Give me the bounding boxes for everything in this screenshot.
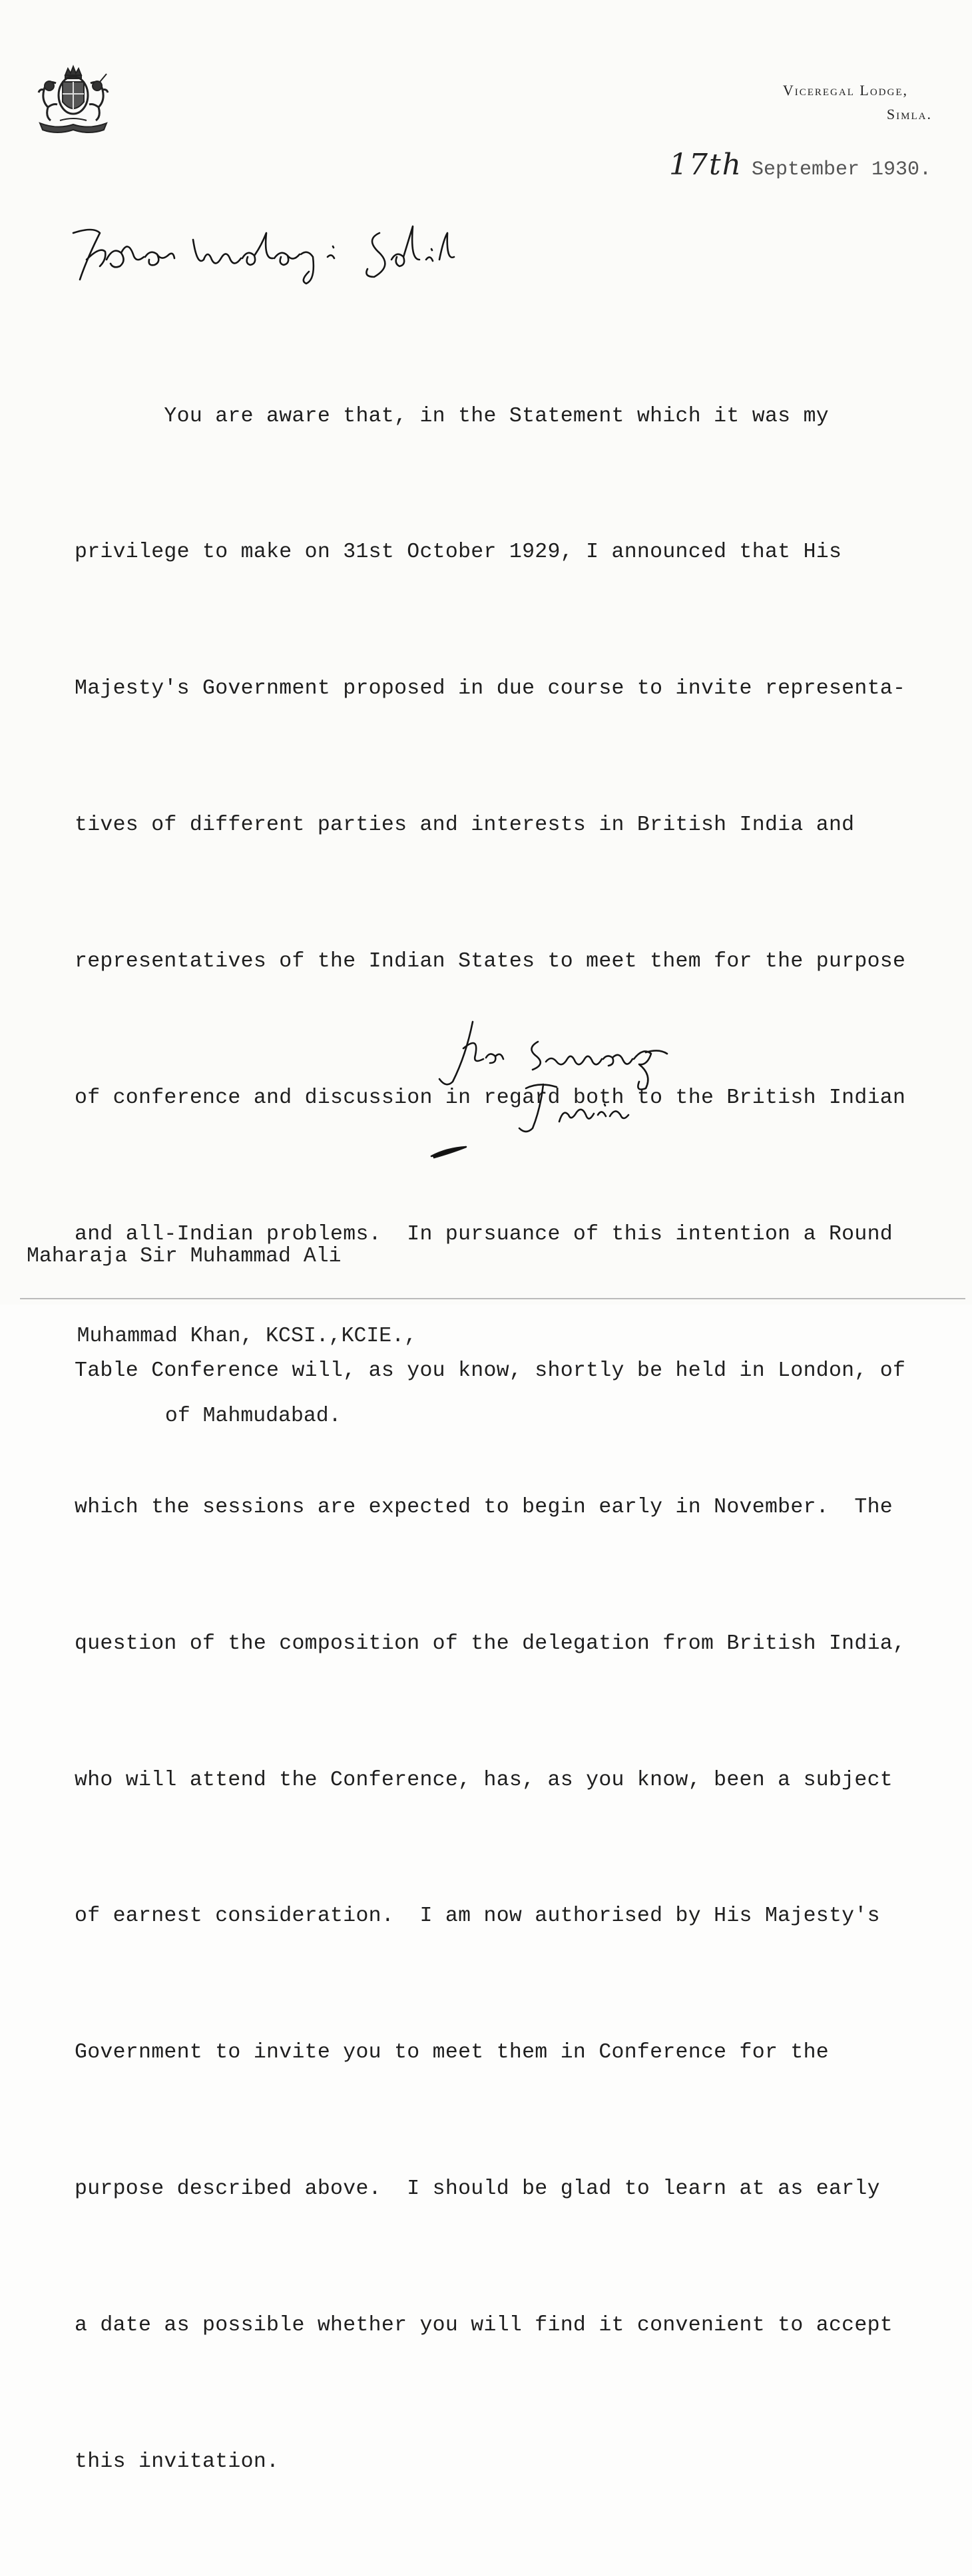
- recipient-line: of Mahmudabad.: [27, 1404, 342, 1428]
- handwritten-salutation: [67, 220, 479, 293]
- body-line: privilege to make on 31st October 1929, I announced that His: [75, 540, 842, 564]
- body-line: which the sessions are expected to begin early in November. The: [75, 1495, 893, 1519]
- recipient-address: [27, 1190, 417, 1483]
- body-line: You are aware that, in the Statement which it was my: [75, 404, 829, 428]
- body-line: representatives of the Indian States to meet them for the purpose: [75, 950, 906, 974]
- body-line: and all-Indian problems. In pursuance of this intention a Round: [75, 1222, 893, 1246]
- body-line: Government to invite you to meet them in Conference for the: [75, 2041, 829, 2065]
- date-month-year: September 1930.: [752, 158, 932, 181]
- letter-date: [669, 148, 931, 182]
- address-line-viceregal-lodge: Viceregal Lodge,: [782, 82, 908, 99]
- body-line: Table Conference will, as you know, shortly be held in London, of: [75, 1359, 906, 1383]
- bottom-edge-line: [20, 1298, 965, 1299]
- body-line: purpose described above. I should be glad to learn at as early: [75, 2177, 880, 2201]
- handwritten-signature: [426, 1015, 706, 1158]
- body-line: who will attend the Conference, has, as you know, been a subject: [75, 1768, 893, 1792]
- body-line: of conference and discussion in regard both to the British Indian: [75, 1086, 906, 1110]
- body-line: this invitation.: [75, 2450, 280, 2473]
- body-line: question of the composition of the delegation from British India,: [75, 1631, 906, 1655]
- date-day-handwritten: 17th: [669, 148, 743, 182]
- address-line-simla: Simla.: [886, 106, 932, 122]
- body-line: of earnest consideration. I am now authorised by His Majesty's: [75, 1904, 880, 1928]
- body-line: tives of different parties and interests in British India and: [75, 813, 855, 837]
- royal-coat-of-arms-icon: [31, 63, 116, 136]
- letterhead-address: [783, 79, 932, 126]
- recipient-line: Maharaja Sir Muhammad Ali: [27, 1245, 342, 1268]
- body-line: Majesty's Government proposed in due course to invite representa-: [75, 677, 906, 701]
- body-line: a date as possible whether you will find it convenient to accept: [75, 2314, 893, 2338]
- recipient-line: Muhammad Khan, KCSI.,KCIE.,: [27, 1325, 417, 1348]
